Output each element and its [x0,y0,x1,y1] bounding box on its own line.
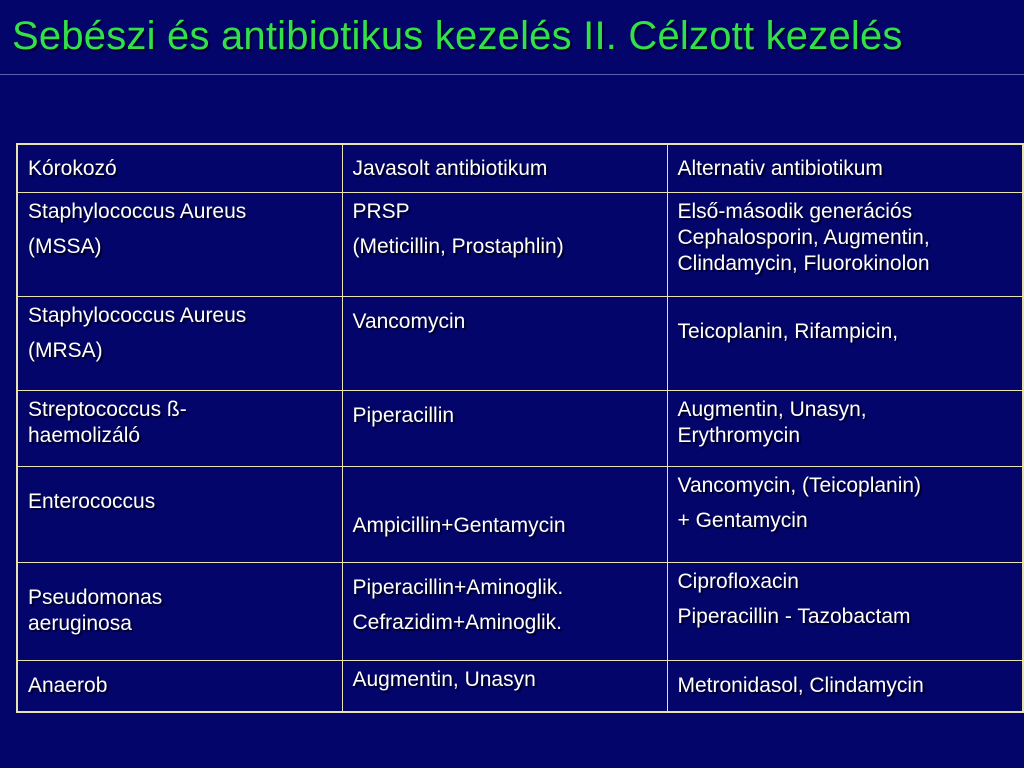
alternative-cell [667,660,1023,712]
cell-line: Piperacillin [352,403,455,427]
cell-line: Clindamycin, Fluorokinolon [677,252,930,275]
cell-line: Cephalosporin, Augmentin, [677,225,930,249]
cell-line: Enterococcus [28,489,156,513]
recommended-cell [342,390,667,466]
cell-line: Augmentin, Unasyn [352,667,536,691]
pathogen-cell [17,192,342,296]
pathogen-cell [17,390,342,466]
cell-line: Vancomycin, (Teicoplanin) [677,473,922,497]
pathogen-cell [17,562,342,660]
cell-line: Metronidasol, Clindamycin [677,673,924,697]
recommended-cell [342,192,667,296]
cell-line: PRSP [352,199,410,223]
alternative-cell [667,562,1023,660]
pathogen-cell [17,466,342,562]
cell-line: + Gentamycin [677,508,808,532]
recommended-cell [342,466,667,562]
cell-line: Anaerob [28,673,108,697]
table-header-row [17,144,1023,192]
cell-line: Streptococcus ß- [28,397,187,421]
cell-line: aeruginosa [28,611,132,635]
cell-line: Piperacillin - Tazobactam [677,604,911,628]
table-row [17,390,1023,466]
header-pathogen: Kórokozó [17,144,342,192]
cell-line: Staphylococcus Aureus [28,303,247,327]
cell-line: Vancomycin [352,309,466,333]
cell-line: Piperacillin+Aminoglik. [352,575,564,599]
cell-line: Ampicillin+Gentamycin [352,514,566,538]
pathogen-cell [17,660,342,712]
pathogen-cell [17,296,342,390]
recommended-cell [342,296,667,390]
table-row [17,660,1023,712]
cell-line: Cefrazidim+Aminoglik. [352,610,562,634]
title-divider [0,74,1024,75]
recommended-cell [342,660,667,712]
cell-line: Ciprofloxacin [677,569,799,593]
table-row [17,296,1023,390]
table-row [17,192,1023,296]
cell-line: Első-második generációs [677,199,913,223]
alternative-cell [667,192,1023,296]
cell-line: Erythromycin [677,423,801,447]
cell-line: Teicoplanin, Rifampicin, [677,319,899,343]
alternative-cell [667,296,1023,390]
table-row [17,562,1023,660]
slide-title: Sebészi és antibiotikus kezelés II. Célzott kezelés [12,14,903,58]
cell-line: Staphylococcus Aureus [28,199,247,223]
cell-line: (Meticillin, Prostaphlin) [352,234,564,258]
header-alternative: Alternativ antibiotikum [667,144,1023,192]
cell-line: (MSSA) [28,234,102,258]
treatment-table [16,143,1024,713]
cell-line: Pseudomonas [28,585,163,609]
cell-line: (MRSA) [28,338,103,362]
recommended-cell [342,562,667,660]
cell-line: Augmentin, Unasyn, [677,397,867,421]
alternative-cell [667,466,1023,562]
table-row [17,466,1023,562]
header-recommended: Javasolt antibiotikum [342,144,667,192]
cell-line: haemolizáló [28,423,141,447]
alternative-cell [667,390,1023,466]
